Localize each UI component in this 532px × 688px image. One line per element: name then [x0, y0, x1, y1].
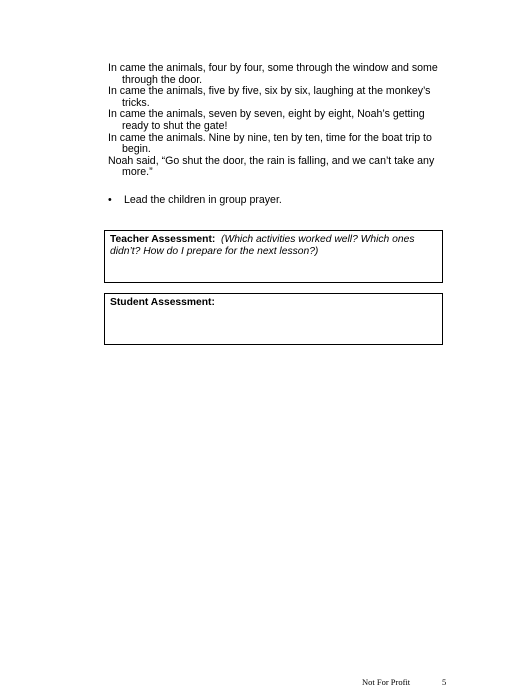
- page-footer: [0, 676, 532, 688]
- teacher-assessment-label: Teacher Assessment:: [110, 234, 216, 245]
- verse-line: Noah said, “Go shut the door, the rain is falling, and we can’t take any more.”: [108, 154, 435, 179]
- student-assessment-box[interactable]: [104, 293, 443, 345]
- song-verse: [108, 63, 453, 179]
- footer-text: Not For Profit: [362, 677, 411, 687]
- page-number: 5: [442, 677, 447, 687]
- bullet-text: Lead the children in group prayer.: [124, 194, 282, 206]
- verse-line: In came the animals, seven by seven, eight by eight, Noah’s getting ready to shut the gate!: [108, 108, 425, 132]
- verse-line: In came the animals, five by five, six by six, laughing at the monkey’s tricks.: [108, 85, 431, 109]
- student-assessment-label: Student Assessment:: [110, 297, 215, 308]
- bullet-item: [108, 194, 282, 206]
- teacher-assessment-box[interactable]: [104, 230, 443, 283]
- bullet-icon: •: [108, 194, 112, 206]
- teacher-assessment-prompt: (Which activities worked well? Which ones didn’t? How do I prepare for the next lesson?): [110, 234, 415, 257]
- verse-line: In came the animals. Nine by nine, ten by ten, time for the boat trip to begin.: [108, 131, 432, 156]
- verse-line: In came the animals, four by four, some through the window and some through the door.: [108, 62, 438, 86]
